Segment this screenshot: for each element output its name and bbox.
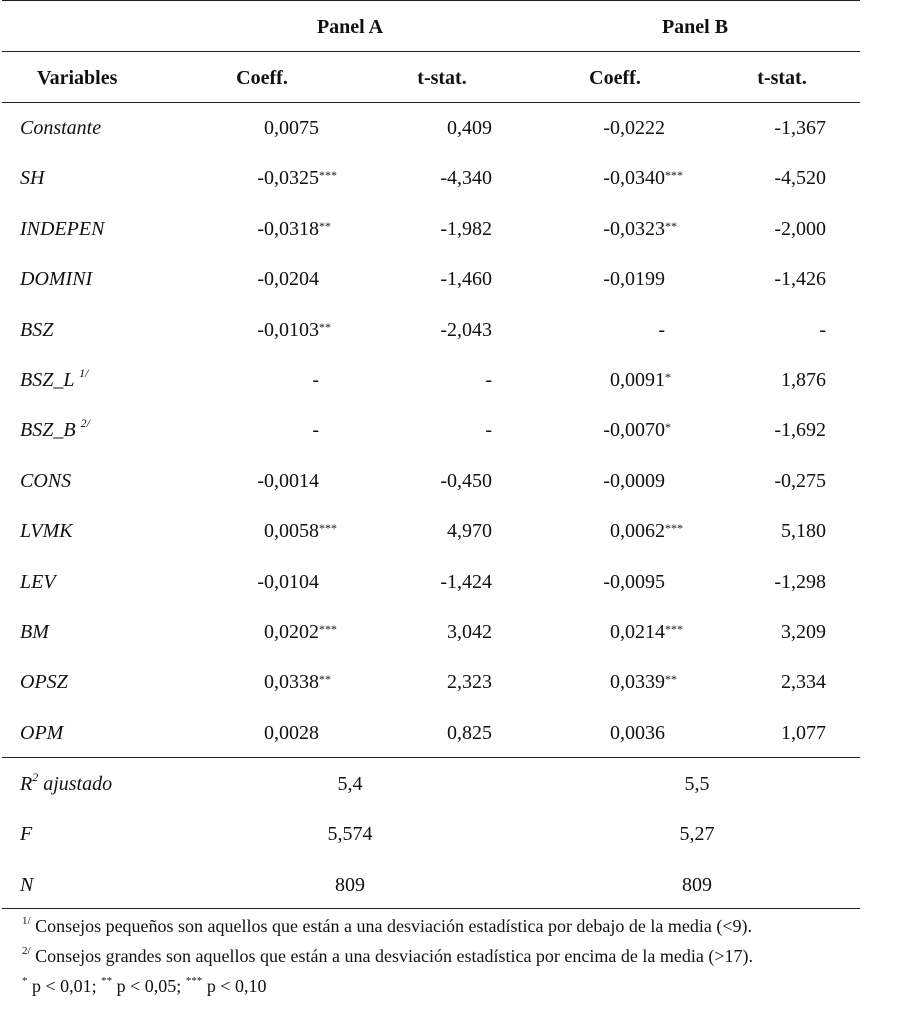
stat-label-text: F bbox=[20, 823, 33, 845]
cell-value: - bbox=[485, 369, 492, 391]
panel-b-tstat bbox=[774, 217, 826, 241]
panel-b-tstat bbox=[774, 267, 826, 291]
panel-a-coef bbox=[264, 116, 319, 140]
footnote-2 bbox=[22, 945, 753, 967]
variable-label: BM bbox=[20, 621, 49, 643]
panel-b-stat: 5,27 bbox=[679, 823, 715, 845]
panel-b-header: Panel B bbox=[661, 16, 729, 38]
panel-b-stat: 5,5 bbox=[684, 773, 710, 795]
cell-value: -0,0323 bbox=[603, 218, 665, 240]
variables-header: Variables bbox=[37, 67, 118, 89]
panel-b-tstat bbox=[774, 166, 826, 190]
cell-value: -4,340 bbox=[440, 167, 492, 189]
variable-name bbox=[20, 418, 90, 442]
cell-value: -1,426 bbox=[774, 268, 826, 290]
cell-value: -0,0103 bbox=[257, 319, 319, 341]
stat-label-rest: ajustado bbox=[38, 773, 113, 795]
variable-label: BSZ_B bbox=[20, 419, 81, 441]
stat-label-text: R bbox=[20, 773, 33, 795]
footnote-2-mark: 2/ bbox=[22, 945, 31, 957]
sig-mark-3: *** bbox=[185, 975, 203, 987]
cell-value: 0,0036 bbox=[610, 722, 665, 744]
cell-value: 1,876 bbox=[781, 369, 826, 391]
panel-a-coef: 0,0338 ** bbox=[264, 671, 331, 693]
cell-value: - bbox=[819, 319, 826, 341]
panel-b-coef: 0,0062 *** bbox=[610, 520, 683, 542]
panel-b-coef bbox=[603, 570, 665, 594]
panel-b-tstat bbox=[781, 519, 826, 543]
cell-value: -1,367 bbox=[774, 117, 826, 139]
panel-a-tstat bbox=[485, 418, 492, 442]
panel-b-coef: 0,0091 * bbox=[610, 369, 671, 391]
variable-name bbox=[20, 116, 101, 140]
panel-a-tstat bbox=[447, 116, 492, 140]
cell-value: -0,0104 bbox=[257, 571, 319, 593]
variable-label: SH bbox=[20, 167, 45, 189]
variable-label: OPM bbox=[20, 722, 64, 744]
cell-value: 0,409 bbox=[447, 117, 492, 139]
panel-a-coef bbox=[257, 267, 319, 291]
panel-a-coef bbox=[312, 418, 319, 442]
panel-a-coef: 0,0058 *** bbox=[264, 520, 337, 542]
variable-label: Constante bbox=[20, 117, 102, 139]
cell-value: - bbox=[312, 369, 319, 391]
tstat-b-header: t-stat. bbox=[757, 67, 807, 89]
cell-value: -0,0204 bbox=[257, 268, 319, 290]
cell-value: 4,970 bbox=[447, 520, 492, 542]
top-rule bbox=[2, 0, 860, 1]
cell-value: -2,043 bbox=[440, 319, 492, 341]
panel-rule bbox=[2, 51, 860, 52]
panel-b-coef bbox=[603, 469, 665, 493]
cell-value: -0,275 bbox=[774, 470, 826, 492]
cell-value: 0,825 bbox=[447, 722, 492, 744]
panel-a-tstat bbox=[440, 318, 492, 342]
cell-value: - bbox=[485, 419, 492, 441]
panel-a-tstat bbox=[440, 469, 492, 493]
variable-name bbox=[20, 570, 56, 594]
panel-b-tstat bbox=[774, 116, 826, 140]
stat-label bbox=[20, 873, 33, 897]
variable-label: OPSZ bbox=[20, 671, 68, 693]
cell-value: -0,0222 bbox=[603, 117, 665, 139]
panel-b-stat: 809 bbox=[682, 874, 712, 896]
sig-text-1: p < 0,01; bbox=[27, 976, 102, 996]
variable-label: LVMK bbox=[20, 520, 73, 542]
panel-b-tstat bbox=[781, 620, 826, 644]
panel-a-tstat bbox=[440, 166, 492, 190]
cell-value: 0,0058 bbox=[264, 520, 319, 542]
panel-a-coef: -0,0318 ** bbox=[257, 218, 331, 240]
panel-a-header: Panel A bbox=[316, 16, 384, 38]
variable-name bbox=[20, 318, 53, 342]
panel-a-tstat bbox=[485, 368, 492, 392]
panel-a-coef bbox=[257, 570, 319, 594]
panel-b-coef: 0,0214 *** bbox=[610, 621, 683, 643]
cell-value: -0,0325 bbox=[257, 167, 319, 189]
variable-note-mark: 2/ bbox=[80, 416, 90, 430]
footnote-1-text: Consejos pequeños son aquellos que están a una desviación estadística por debajo de la media (<9). bbox=[30, 916, 753, 936]
cell-value: -2,000 bbox=[774, 218, 826, 240]
cell-value: -0,0095 bbox=[603, 571, 665, 593]
panel-b-coef: -0,0070 * bbox=[603, 419, 671, 441]
cell-value: 0,0075 bbox=[264, 117, 319, 139]
panel-a-coef: -0,0325 *** bbox=[257, 167, 337, 189]
cell-value: 0,0214 bbox=[610, 621, 665, 643]
variable-name bbox=[20, 620, 49, 644]
stats-rule bbox=[2, 757, 860, 758]
panel-b-coef bbox=[610, 721, 665, 745]
cell-value: - bbox=[312, 419, 319, 441]
sig-text-3: p < 0,10 bbox=[202, 976, 267, 996]
panel-a-tstat bbox=[440, 267, 492, 291]
coeff-b-header: Coeff. bbox=[589, 67, 641, 89]
variable-label: BSZ bbox=[20, 319, 54, 341]
panel-b-coef: -0,0323 ** bbox=[603, 218, 677, 240]
coeff-a-header: Coeff. bbox=[236, 67, 288, 89]
panel-b-coef bbox=[658, 318, 665, 342]
sig-text-2: p < 0,05; bbox=[112, 976, 186, 996]
stat-label-sup: 2 bbox=[32, 770, 39, 784]
variable-label: BSZ_L bbox=[20, 369, 80, 391]
cell-value: -1,298 bbox=[774, 571, 826, 593]
panel-a-coef bbox=[257, 469, 319, 493]
panel-a-tstat bbox=[447, 670, 492, 694]
panel-b-tstat bbox=[781, 670, 826, 694]
significance-note bbox=[22, 975, 266, 997]
cell-value: 0,0339 bbox=[610, 671, 665, 693]
panel-a-coef bbox=[264, 721, 319, 745]
variable-name bbox=[20, 721, 63, 745]
stat-label bbox=[20, 772, 112, 796]
panel-a-stat: 5,574 bbox=[327, 823, 373, 845]
variable-label: LEV bbox=[20, 571, 56, 593]
cell-value: 2,323 bbox=[447, 671, 492, 693]
panel-a-tstat bbox=[440, 217, 492, 241]
cell-value: -1,460 bbox=[440, 268, 492, 290]
cell-value: 5,180 bbox=[781, 520, 826, 542]
variable-name bbox=[20, 469, 71, 493]
panel-b-coef: -0,0340 *** bbox=[603, 167, 683, 189]
bottom-rule bbox=[2, 908, 860, 909]
variable-name bbox=[20, 267, 92, 291]
cell-value: 0,0062 bbox=[610, 520, 665, 542]
panel-b-tstat bbox=[774, 469, 826, 493]
cell-value: 0,0091 bbox=[610, 369, 665, 391]
cell-value: 0,0202 bbox=[264, 621, 319, 643]
footnote-1-mark: 1/ bbox=[22, 915, 31, 927]
variable-label: CONS bbox=[20, 470, 72, 492]
panel-a-tstat bbox=[447, 620, 492, 644]
cell-value: 0,0338 bbox=[264, 671, 319, 693]
cell-value: -1,424 bbox=[440, 571, 492, 593]
panel-a-tstat bbox=[440, 570, 492, 594]
sig-mark-1: * bbox=[22, 975, 28, 987]
variable-name bbox=[20, 166, 44, 190]
panel-b-tstat bbox=[781, 721, 826, 745]
panel-b-tstat bbox=[774, 570, 826, 594]
cell-value: -0,0318 bbox=[257, 218, 319, 240]
panel-b-coef bbox=[603, 116, 665, 140]
variable-label: INDEPEN bbox=[20, 218, 105, 240]
panel-b-tstat bbox=[774, 418, 826, 442]
panel-a-tstat bbox=[447, 721, 492, 745]
footnote-2-text: Consejos grandes son aquellos que están a una desviación estadística por encima de la media (>17). bbox=[30, 946, 753, 966]
variable-name bbox=[20, 670, 68, 694]
cell-value: -0,450 bbox=[440, 470, 492, 492]
cell-value: -4,520 bbox=[774, 167, 826, 189]
cell-value: 3,042 bbox=[447, 621, 492, 643]
stat-label-text: N bbox=[20, 874, 34, 896]
cell-value: 1,077 bbox=[781, 722, 826, 744]
panel-a-coef bbox=[312, 368, 319, 392]
panel-b-coef bbox=[603, 267, 665, 291]
cell-value: -0,0009 bbox=[603, 470, 665, 492]
cell-value: 0,0028 bbox=[264, 722, 319, 744]
variable-label: DOMINI bbox=[20, 268, 93, 290]
cell-value: 2,334 bbox=[781, 671, 826, 693]
panel-a-coef: 0,0202 *** bbox=[264, 621, 337, 643]
tstat-a-header: t-stat. bbox=[417, 67, 467, 89]
variable-note-mark: 1/ bbox=[79, 366, 89, 380]
cell-value: - bbox=[658, 319, 665, 341]
cell-value: -1,982 bbox=[440, 218, 492, 240]
panel-b-tstat bbox=[819, 318, 826, 342]
cell-value: -0,0340 bbox=[603, 167, 665, 189]
variable-name bbox=[20, 368, 88, 392]
stat-label bbox=[20, 822, 32, 846]
panel-b-tstat bbox=[781, 368, 826, 392]
variable-name bbox=[20, 519, 73, 543]
sig-mark-2: ** bbox=[101, 975, 113, 987]
variable-name bbox=[20, 217, 104, 241]
panel-a-stat: 809 bbox=[335, 874, 365, 896]
panel-a-tstat bbox=[447, 519, 492, 543]
footnote-1 bbox=[22, 915, 752, 937]
panel-a-coef: -0,0103 ** bbox=[257, 319, 331, 341]
panel-b-coef: 0,0339 ** bbox=[610, 671, 677, 693]
cell-value: -0,0070 bbox=[603, 419, 665, 441]
header-rule bbox=[2, 102, 860, 103]
cell-value: 3,209 bbox=[781, 621, 826, 643]
panel-a-stat: 5,4 bbox=[337, 773, 363, 795]
cell-value: -0,0199 bbox=[603, 268, 665, 290]
cell-value: -0,0014 bbox=[257, 470, 319, 492]
cell-value: -1,692 bbox=[774, 419, 826, 441]
